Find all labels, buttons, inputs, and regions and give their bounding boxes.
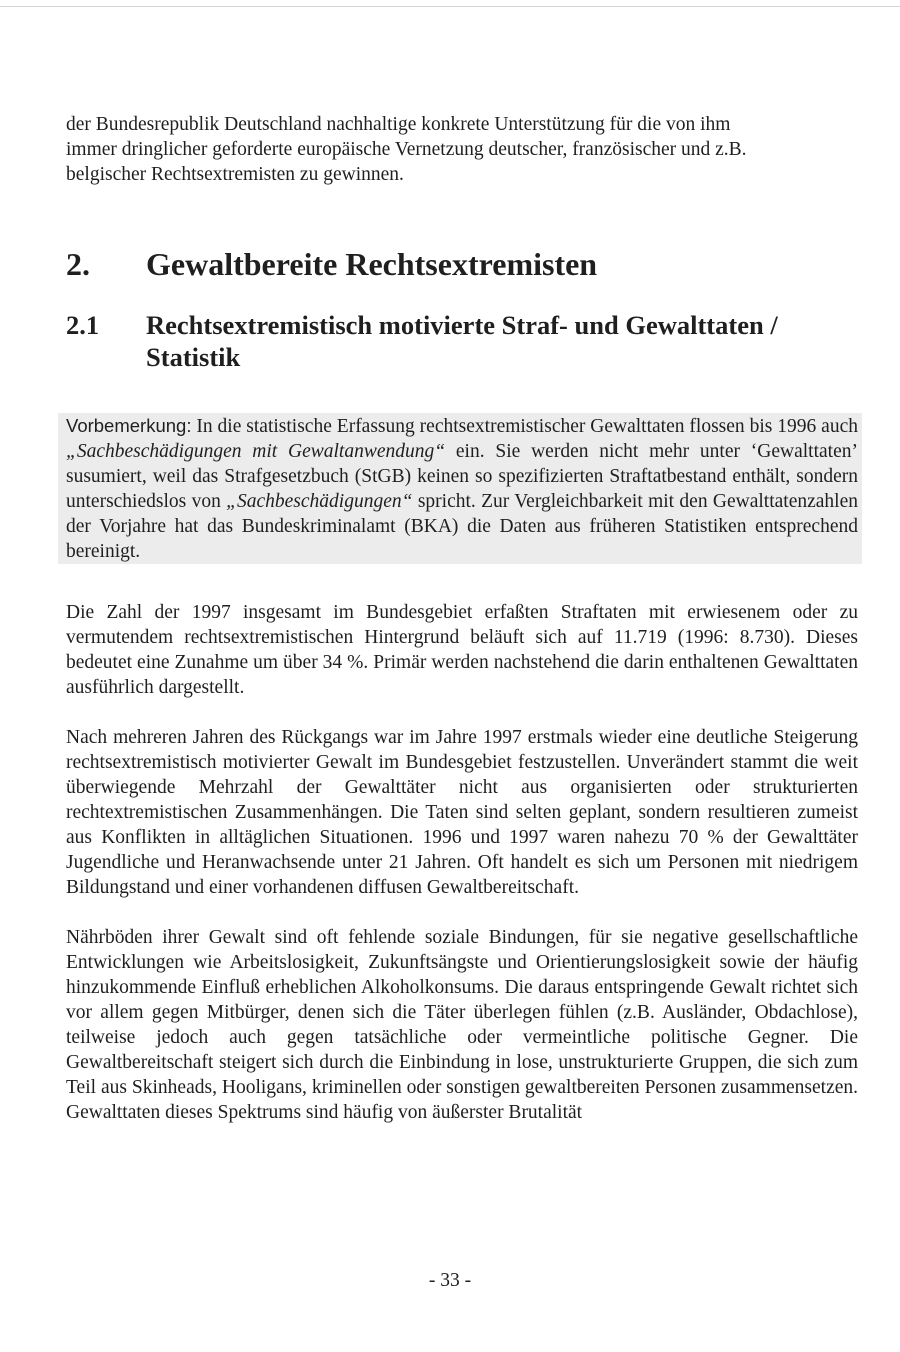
section-heading	[66, 245, 858, 283]
intro-line: der Bundesrepublik Deutschland nachhaltige konkrete Unterstützung für die von ihm	[66, 114, 731, 135]
note-text: ein. Sie werden nicht mehr unter ‘Gewalttaten’ susumiert, weil das Strafgesetzbuch (StGB) keinen so spezifizierten Straftatbestand enthält, sondern unterschiedslos von	[66, 441, 858, 512]
note-quote: „Sachbeschädigungen mit Gewaltanwendung“	[66, 441, 446, 462]
preliminary-note	[66, 413, 858, 564]
body-paragraph: Die Zahl der 1997 insgesamt im Bundesgebiet erfaßten Straftaten mit erwiesenem oder zu vermutendem rechtsextremistischen Hintergrund beläuft sich auf 11.719 (1996: 8.730). Dieses bedeutet eine Zunahme um über 34 %. Primär werden nachstehend die darin enthaltenen Gewalttaten ausführlich dargestellt.	[66, 602, 858, 698]
subsection-title: Rechtsextremistisch motivierte Straf- und Gewalttaten / Statistik	[146, 310, 778, 372]
subsection-heading	[66, 309, 858, 373]
intro-paragraph	[66, 112, 858, 187]
note-text: spricht. Zur Vergleichbarkeit mit den Gewalttatenzahlen der Vorjahre hat das Bundeskriminalamt (BKA) die Daten aus früheren Statistiken entsprechend bereinigt.	[66, 491, 858, 562]
section-title: Gewaltbereite Rechtsextremisten	[146, 246, 598, 282]
subsection-number: 2.1	[66, 310, 100, 340]
intro-line: immer dringlicher geforderte europäische Vernetzung deutscher, französischer und z.B.	[66, 139, 747, 160]
preliminary-note-label: Vorbemerkung:	[66, 415, 192, 436]
note-quote: „Sachbeschädigungen“	[226, 491, 413, 512]
section-number: 2.	[66, 246, 90, 282]
preliminary-note-box	[58, 413, 862, 564]
note-text: In die statistische Erfassung rechtsextremistischer Gewalttaten flossen bis 1996 auch	[191, 416, 858, 437]
body-paragraph: Nach mehreren Jahren des Rückgangs war im Jahre 1997 erstmals wieder eine deutliche Steigerung rechtsextremistisch motivierter Gewalt im Bundesgebiet festzustellen. Unverändert stammt die weit überwiegende Mehrzahl der Gewalttäter nicht aus organisierten oder strukturierten rechtextremistischen Zusammenhängen. Die Taten sind selten geplant, sondern resultieren zumeist aus Konflikten in alltäglichen Situationen. 1996 und 1997 waren nahezu 70 % der Gewalttäter Jugendliche und Heranwachsende unter 21 Jahren. Oft handelt es sich um Personen mit niedrigem Bildungstand und einer vorhandenen diffusen Gewaltbereitschaft.	[66, 727, 858, 898]
body-paragraph: Nährböden ihrer Gewalt sind oft fehlende soziale Bindungen, für sie negative gesellschaftliche Entwicklungen wie Arbeitslosigkeit, Zukunftsängste und Orientierungslosigkeit sowie der häufig hinzukommende Einfluß erheblichen Alkoholkonsums. Die daraus entspringende Gewalt richtet sich vor allem gegen Mitbürger, denen sich die Täter überlegen fühlen (z.B. Ausländer, Obdachlose), teilweise jedoch auch gegen tatsächliche oder vermeintliche politische Gegner. Die Gewaltbereitschaft steigert sich durch die Einbindung in lose, unstrukturierte Gruppen, die sich zum Teil aus Skinheads, Hooligans, kriminellen oder sonstigen gewaltbereiten Personen zusammensetzen. Gewalttaten dieses Spektrums sind häufig von äußerster Brutalität	[66, 927, 858, 1123]
intro-line: belgischer Rechtsextremisten zu gewinnen.	[66, 164, 404, 185]
page-number: - 33 -	[428, 1270, 472, 1291]
page-body	[66, 112, 858, 1125]
top-rule	[0, 6, 900, 7]
